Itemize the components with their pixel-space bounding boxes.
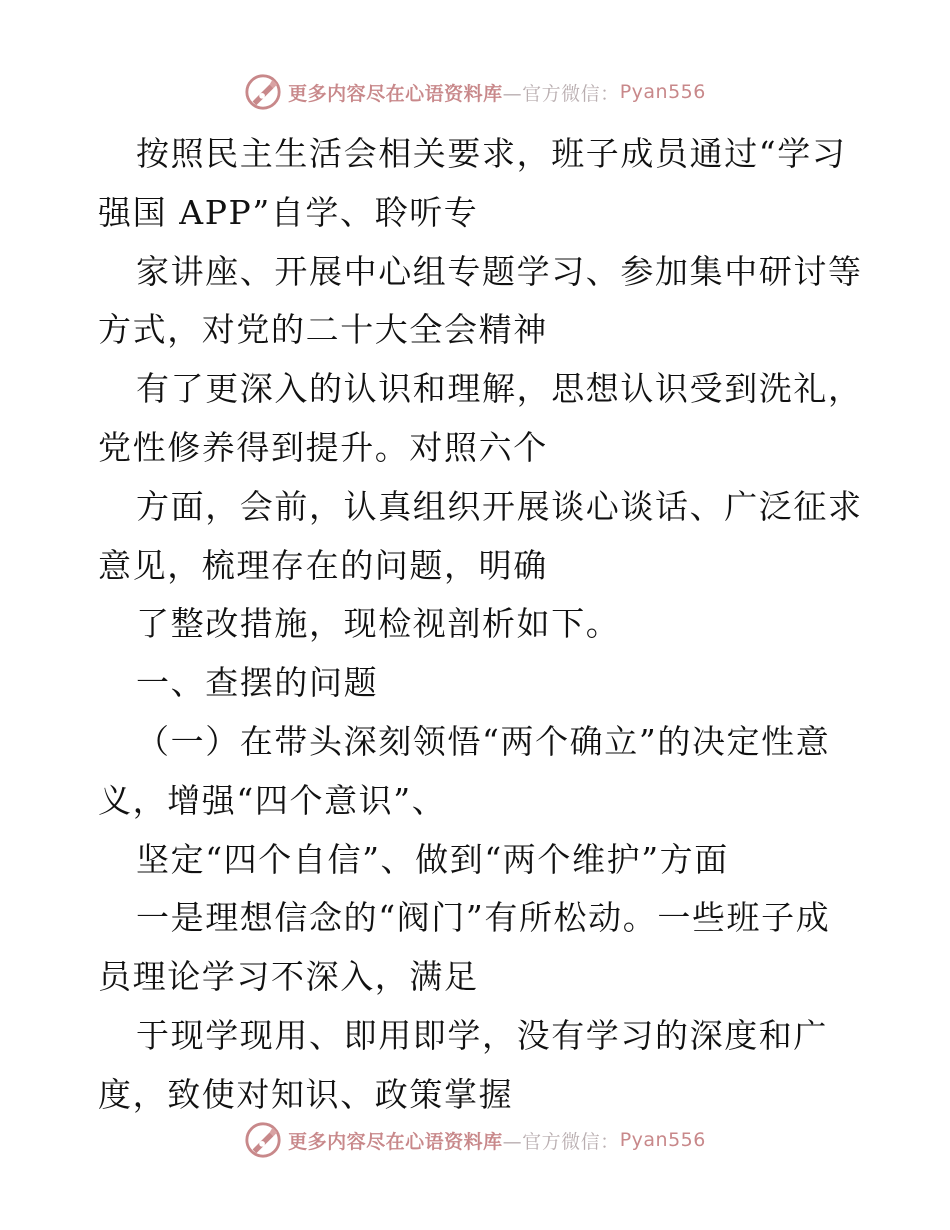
pen-logo-icon: [244, 1121, 282, 1159]
watermark-sub-text: —官方微信：: [502, 1130, 620, 1153]
text-line: 方式，对党的二十大全会精神: [98, 310, 548, 350]
text-line: 坚定“四个自信”、做到“两个维护”方面: [136, 839, 729, 879]
text-line: 强国 APP”自学、聆听专: [98, 192, 479, 232]
text-line: 意见，梳理存在的问题，明确: [98, 545, 548, 585]
text-line: 家讲座、开展中心组专题学习、参加集中研讨等: [136, 251, 863, 291]
section-heading: 一、查摆的问题: [136, 663, 379, 703]
watermark-main-text: 更多内容尽在心语资料库: [288, 82, 503, 105]
text-line: 有了更深入的认识和理解，思想认识受到洗礼，: [136, 369, 863, 409]
watermark-id-text: Pyan556: [619, 1129, 706, 1151]
text-line: 一是理想信念的“阀门”有所松动。一些班子成: [136, 898, 831, 938]
document-body: [98, 125, 863, 1125]
text-line: 了整改措施，现检视剖析如下。: [136, 604, 621, 644]
text-line: 党性修养得到提升。对照六个: [98, 427, 548, 467]
text-line: 按照民主生活会相关要求，班子成员通过“学习: [136, 134, 847, 173]
text-line: （一）在带头深刻领悟“两个确立”的决定性意: [136, 721, 831, 761]
watermark-main-text: 更多内容尽在心语资料库: [288, 1130, 503, 1153]
text-line: 员理论学习不深入，满足: [98, 957, 479, 997]
text-line: 方面，会前，认真组织开展谈心谈话、广泛征求: [136, 486, 863, 526]
text-line: 度，致使对知识、政策掌握: [98, 1074, 514, 1114]
watermark-id-text: Pyan556: [619, 81, 706, 103]
text-line: 义，增强“四个意识”、: [98, 780, 447, 820]
text-line: 于现学现用、即用即学，没有学习的深度和广: [136, 1015, 828, 1055]
footer-watermark: [0, 1120, 950, 1160]
header-watermark: [0, 72, 950, 112]
watermark-sub-text: —官方微信：: [502, 82, 620, 105]
pen-logo-icon: [244, 73, 282, 111]
